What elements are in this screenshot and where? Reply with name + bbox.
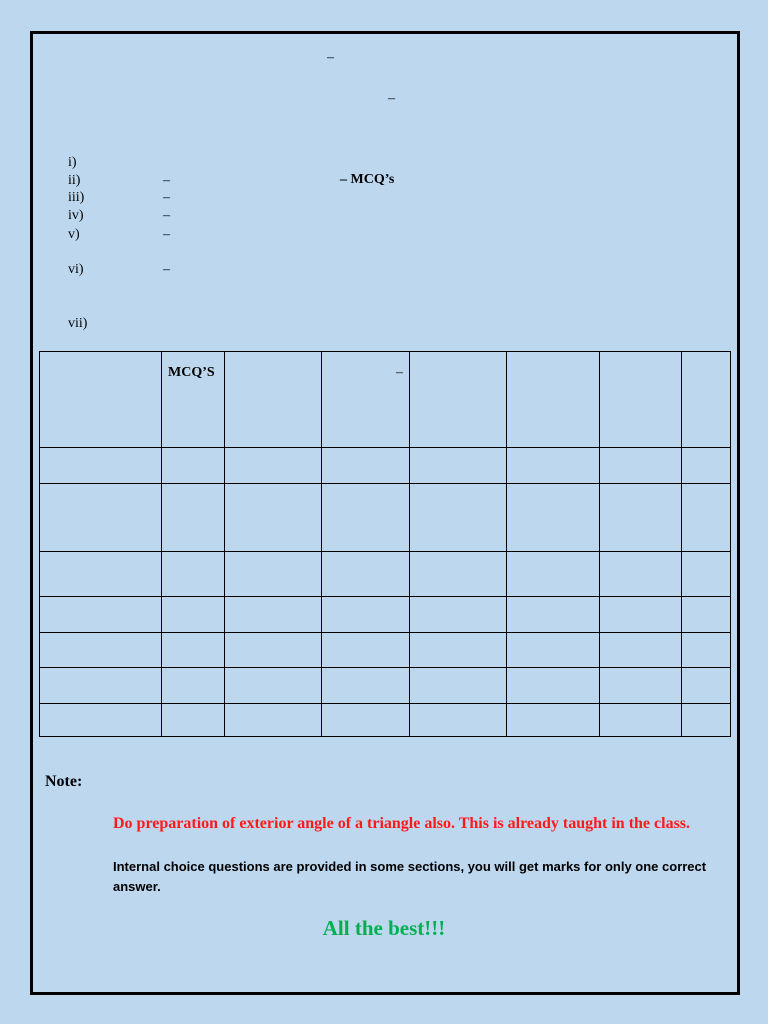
- list-numeral-vi: vi): [68, 262, 84, 277]
- mcq-label: – MCQ’s: [340, 172, 395, 187]
- table-cell: [410, 668, 507, 704]
- table-row: [40, 704, 731, 737]
- table-cell: [40, 352, 162, 448]
- table-cell: [507, 704, 600, 737]
- table-cell: [162, 668, 225, 704]
- table-cell: [322, 484, 410, 552]
- table-cell: [507, 448, 600, 484]
- list-dash-ii: –: [163, 173, 170, 188]
- table-cell: [40, 597, 162, 633]
- table-cell: [600, 704, 682, 737]
- header-dash-1: –: [327, 50, 334, 65]
- table-cell: [322, 668, 410, 704]
- list-numeral-iii: iii): [68, 190, 85, 205]
- table-cell: [507, 597, 600, 633]
- list-numeral-i: i): [68, 155, 77, 170]
- table-header-dash: [322, 352, 410, 448]
- table-cell: [410, 552, 507, 597]
- table-cell: [40, 633, 162, 668]
- table-cell: [682, 597, 731, 633]
- table-cell: [682, 633, 731, 668]
- table-cell: [322, 552, 410, 597]
- table-cell: [225, 552, 322, 597]
- table-cell: [507, 633, 600, 668]
- table-cell: [40, 448, 162, 484]
- table-cell: [322, 633, 410, 668]
- table-cell: [600, 552, 682, 597]
- table-cell: [600, 448, 682, 484]
- list-dash-iv: –: [163, 208, 170, 223]
- table-cell: [162, 484, 225, 552]
- table-cell: [225, 633, 322, 668]
- table-cell: [225, 352, 322, 448]
- table-cell: [600, 352, 682, 448]
- list-numeral-iv: iv): [68, 208, 84, 223]
- table-cell: [225, 448, 322, 484]
- table-cell: [322, 704, 410, 737]
- table-cell: [600, 484, 682, 552]
- table-cell: [682, 352, 731, 448]
- table-cell: [682, 704, 731, 737]
- table-cell: [682, 552, 731, 597]
- list-numeral-v: v): [68, 227, 80, 242]
- table-cell: [40, 484, 162, 552]
- table-cell: [162, 597, 225, 633]
- note-label: Note:: [45, 773, 83, 790]
- table-cell: [225, 704, 322, 737]
- table-cell: [410, 633, 507, 668]
- table-header-mcq-label: MCQ’S: [168, 365, 215, 380]
- table-cell: [600, 597, 682, 633]
- table-row: [40, 552, 731, 597]
- table-cell: [600, 668, 682, 704]
- table-cell: [682, 448, 731, 484]
- list-dash-vi: –: [163, 262, 170, 277]
- table-row: [40, 597, 731, 633]
- table-cell: [682, 668, 731, 704]
- table-cell: [322, 448, 410, 484]
- note-red-text: Do preparation of exterior angle of a triangle also. This is already taught in the class.: [113, 815, 691, 832]
- table-cell: [225, 668, 322, 704]
- table-cell: [40, 552, 162, 597]
- list-numeral-ii: ii): [68, 173, 81, 188]
- table-cell: [507, 668, 600, 704]
- table-cell: [410, 704, 507, 737]
- marks-table: [39, 351, 731, 737]
- table-cell: [507, 484, 600, 552]
- table-cell: [600, 633, 682, 668]
- list-dash-v: –: [163, 227, 170, 242]
- table-cell: [410, 448, 507, 484]
- table-cell: [682, 484, 731, 552]
- table-row: [40, 484, 731, 552]
- table-header-row: [40, 352, 731, 448]
- list-dash-iii: –: [163, 190, 170, 205]
- table-cell: [162, 633, 225, 668]
- table-cell: [507, 552, 600, 597]
- table-cell: [322, 597, 410, 633]
- closing-message: All the best!!!: [322, 916, 446, 940]
- table-cell: [40, 668, 162, 704]
- table-cell: [162, 448, 225, 484]
- list-numeral-vii: vii): [68, 316, 88, 331]
- table-cell: [410, 597, 507, 633]
- note-black-text: Internal choice questions are provided in some sections, you will get marks for only one correct answer.: [113, 859, 707, 894]
- table-cell: [40, 704, 162, 737]
- table-header-dash-label: –: [396, 365, 403, 380]
- table-cell: [162, 552, 225, 597]
- table-cell: [410, 352, 507, 448]
- header-dash-2: –: [388, 91, 395, 106]
- table-cell: [225, 597, 322, 633]
- table-row: [40, 633, 731, 668]
- table-row: [40, 668, 731, 704]
- table-row: [40, 448, 731, 484]
- table-cell: [162, 704, 225, 737]
- table-header-mcq: [162, 352, 225, 448]
- table-cell: [410, 484, 507, 552]
- table-cell: [225, 484, 322, 552]
- table-cell: [507, 352, 600, 448]
